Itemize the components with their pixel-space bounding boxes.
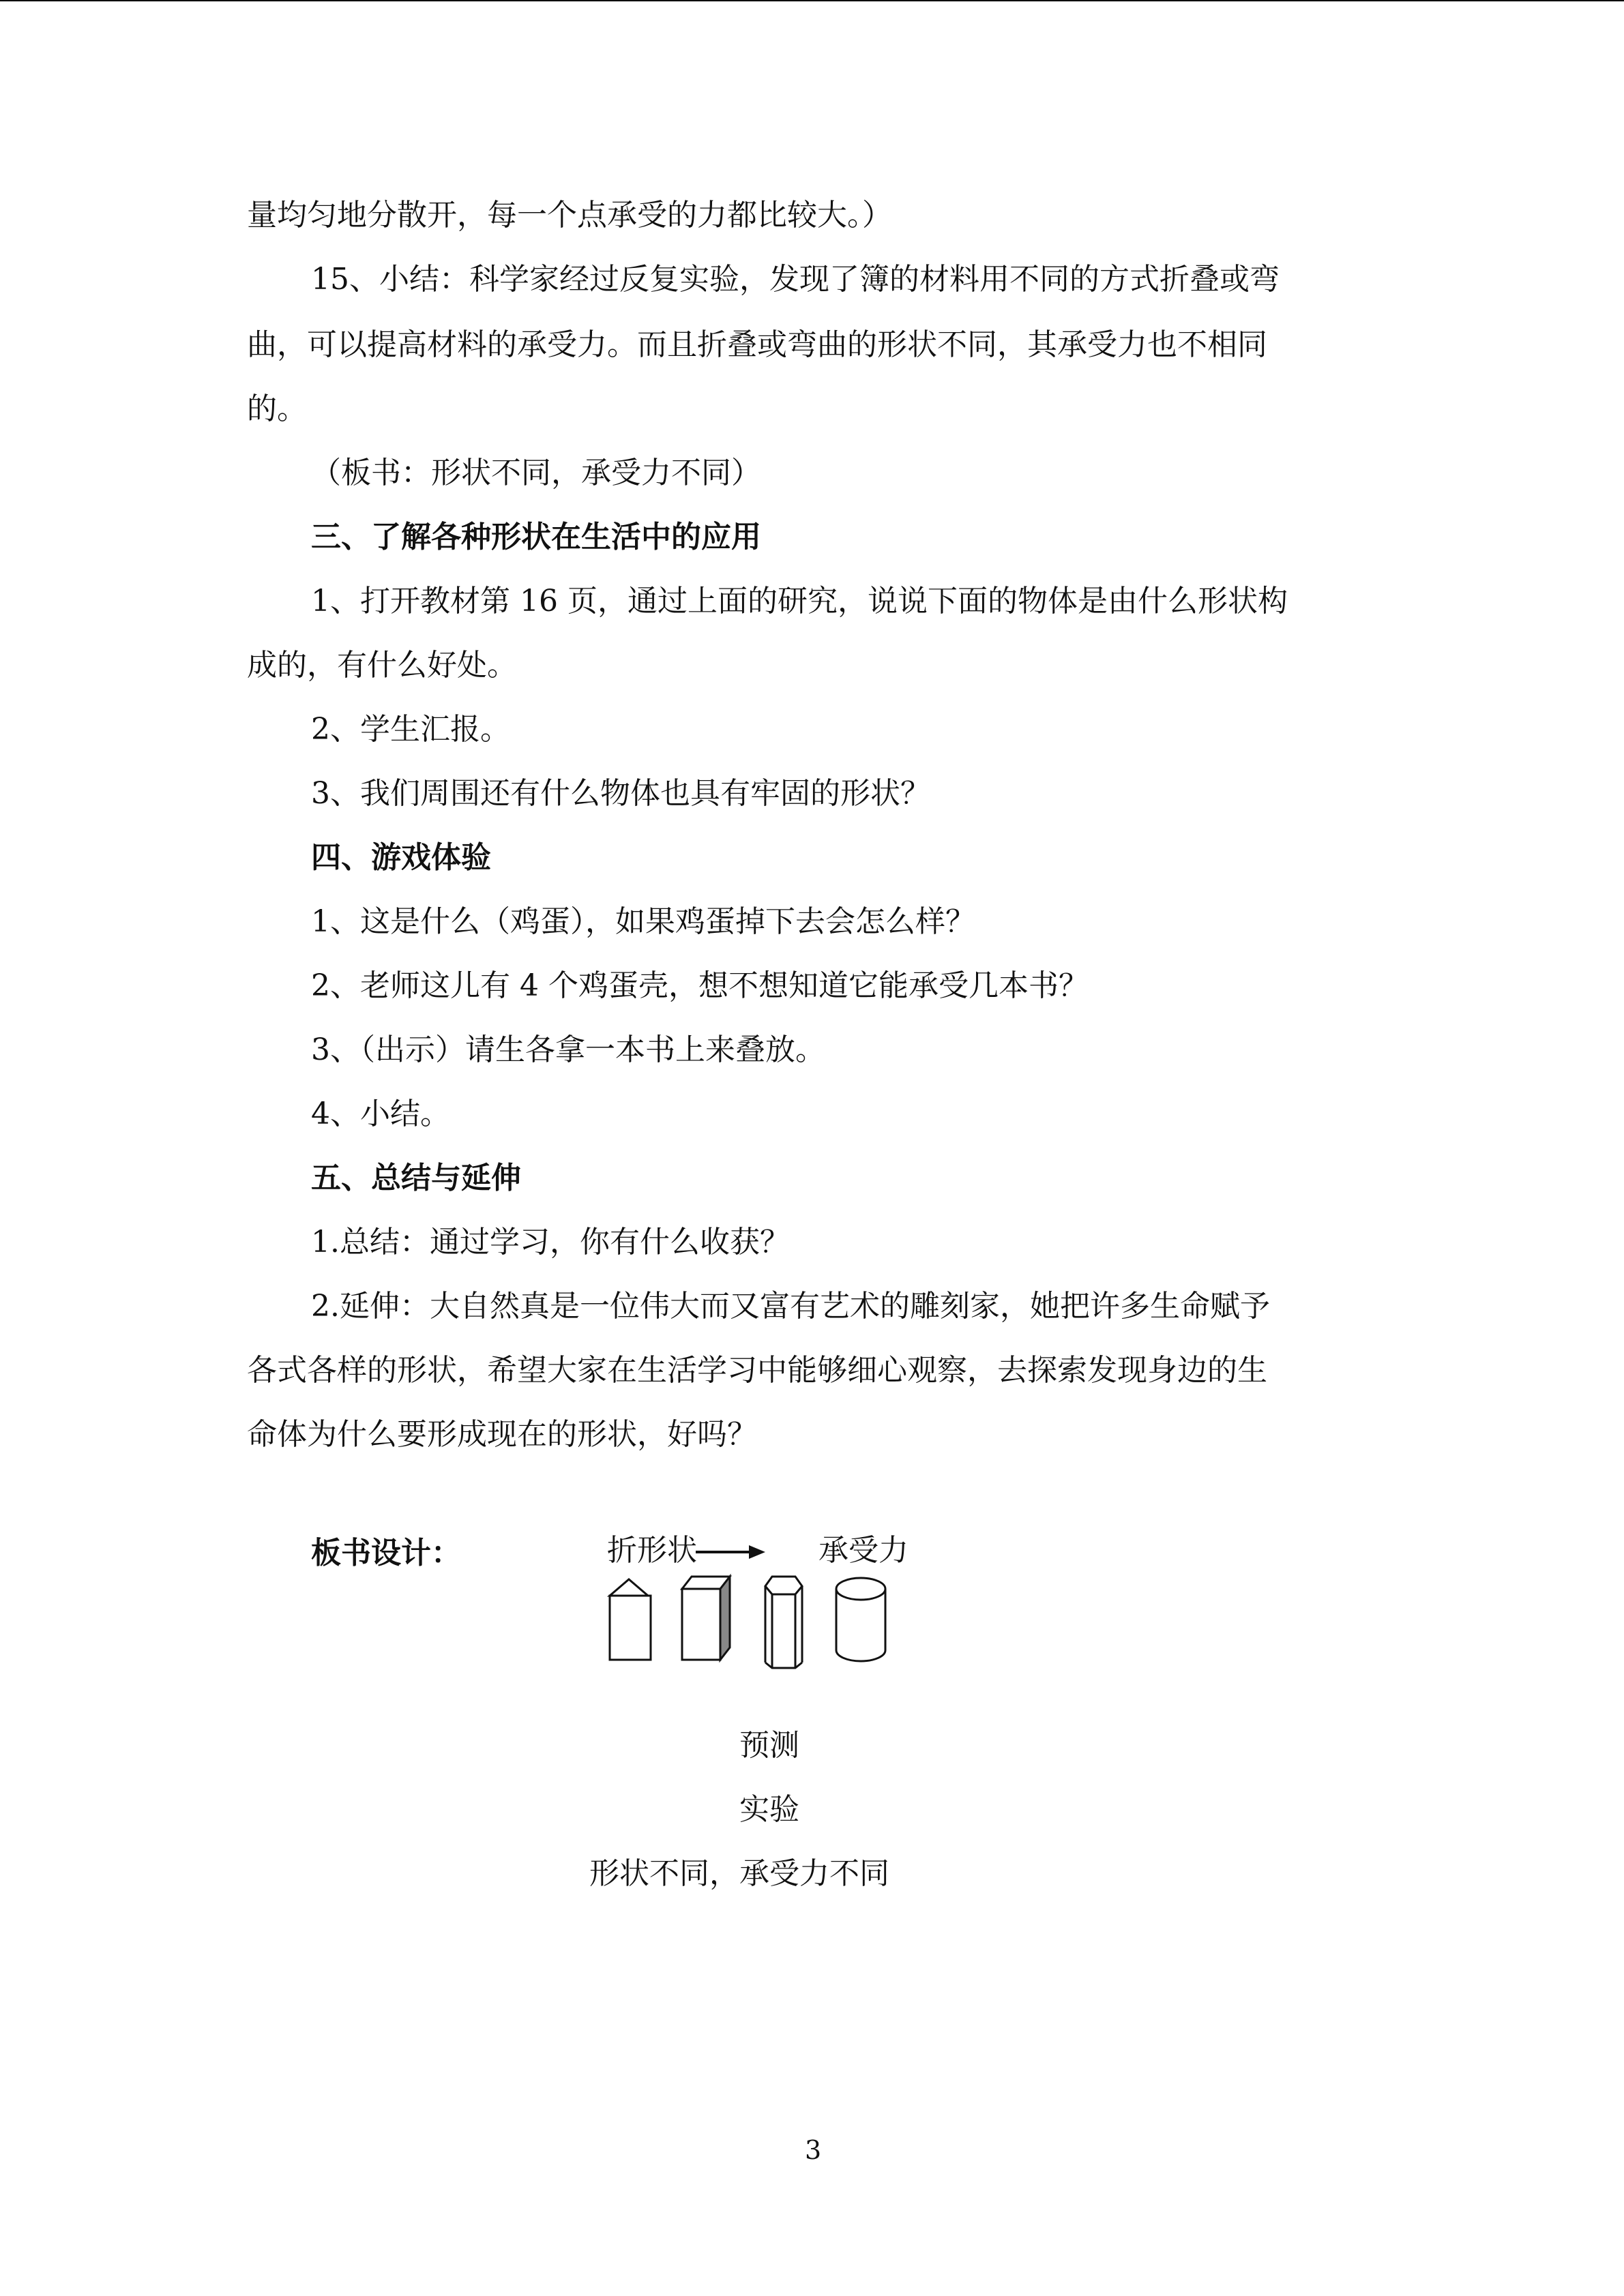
cylinder-icon — [836, 1578, 885, 1661]
paragraph-line: 15、小结：科学家经过反复实验，发现了簿的材料用不同的方式折叠或弯 — [311, 262, 1280, 297]
paragraph-line: 1、打开教材第 16 页，通过上面的研究，说说下面的物体是由什么形状构 — [311, 584, 1288, 618]
board-line-conclusion: 形状不同，承受力不同 — [589, 1856, 889, 1891]
paragraph-line: 3、（出示）请生各拿一本书上来叠放。 — [311, 1032, 825, 1067]
fold-shape-label: 折形状 — [607, 1533, 697, 1568]
bearing-capacity-label: 承受力 — [818, 1533, 909, 1568]
board-design-heading: 板书设计： — [311, 1536, 461, 1570]
section-heading: 四、游戏体验 — [311, 840, 491, 875]
paragraph-line: 2、学生汇报。 — [311, 712, 510, 747]
paragraph-line: 曲，可以提高材料的承受力。而且折叠或弯曲的形状不同，其承受力也不相同 — [247, 327, 1267, 362]
triangular-top-prism-icon — [610, 1579, 651, 1660]
paragraph-line: 各式各样的形状，希望大家在生活学习中能够细心观察，去探索发现身边的生 — [247, 1353, 1267, 1388]
paragraph-line: 量均匀地分散开，每一个点承受的力都比较大。） — [247, 198, 892, 233]
paragraph-line: 1.总结：通过学习，你有什么收获？ — [311, 1225, 790, 1259]
paragraph-line: 2.延伸：大自然真是一位伟大而又富有艺术的雕刻家，她把许多生命赋予 — [311, 1289, 1270, 1324]
section-heading: 三、了解各种形状在生活中的应用 — [311, 520, 761, 554]
paragraph-line: 1、这是什么（鸡蛋），如果鸡蛋掉下去会怎么样？ — [311, 904, 975, 939]
paragraph-line: 4、小结。 — [311, 1097, 450, 1131]
paragraph-line: 的。 — [247, 391, 307, 426]
hexagonal-prism-icon — [765, 1577, 802, 1668]
square-prism-icon — [682, 1577, 730, 1660]
board-line-prediction: 预测 — [739, 1728, 799, 1763]
right-arrow-icon — [696, 1545, 765, 1559]
paragraph-line: 3、我们周围还有什么物体也具有牢固的形状？ — [311, 776, 930, 811]
paragraph-line: 成的，有什么好处。 — [247, 648, 517, 683]
paragraph-line: 2、老师这儿有 4 个鸡蛋壳，想不想知道它能承受几本书？ — [311, 968, 1089, 1003]
page-number: 3 — [805, 2135, 822, 2165]
board-line-experiment: 实验 — [739, 1792, 799, 1827]
paragraph-line: 命体为什么要形成现在的形状，好吗？ — [247, 1417, 757, 1452]
paragraph-line: （板书：形状不同，承受力不同） — [311, 456, 761, 490]
section-heading: 五、总结与延伸 — [311, 1161, 521, 1195]
